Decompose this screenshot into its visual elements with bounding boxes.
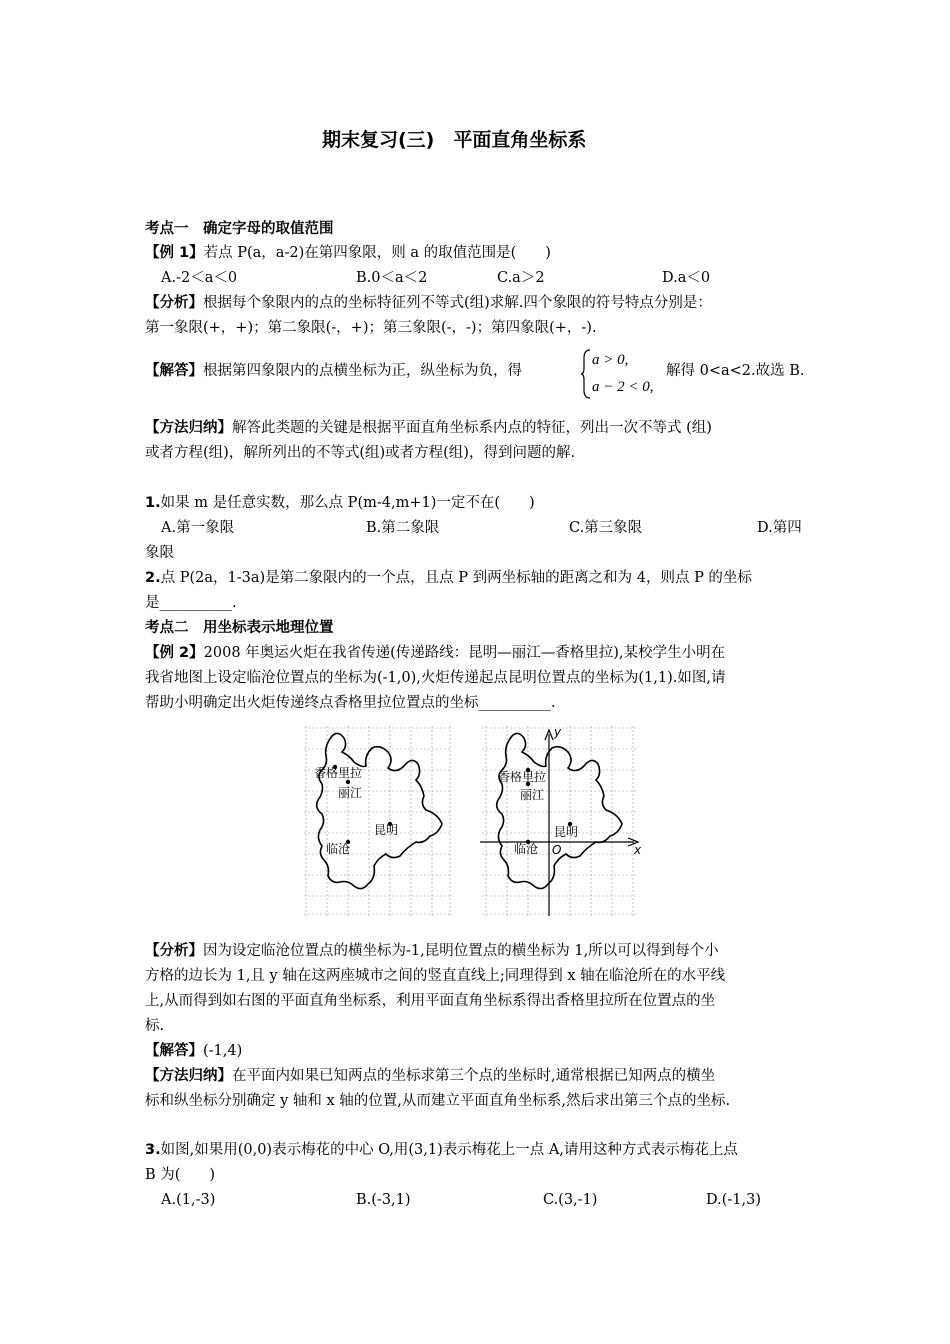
q1-option-d-wrap: 象限 — [145, 545, 174, 561]
q1-option-a: A.第一象限 — [161, 520, 235, 536]
method-2 — [145, 1066, 715, 1086]
yunnan-map-right — [478, 726, 648, 916]
answer-label: 【解答】 — [145, 1043, 203, 1059]
question-number: 2. — [145, 570, 161, 586]
method-line: 在平面内如果已知两点的坐标求第三个点的坐标时,通常根据已知两点的横坐 — [232, 1068, 716, 1084]
analysis-2-line4: 标. — [145, 1018, 165, 1034]
option-d: D.a＜0 — [662, 270, 711, 286]
q1-option-c: C.第三象限 — [569, 520, 643, 536]
label-lincang: 临沧 — [326, 842, 351, 856]
answer-2 — [145, 1041, 242, 1061]
section-heading-2: 考点二 用坐标表示地理位置 — [145, 620, 334, 636]
page-title: 期末复习(三) 平面直角坐标系 — [322, 129, 587, 151]
example-label: 【例 1】 — [145, 245, 204, 261]
analysis-label: 【分析】 — [145, 943, 203, 959]
option-a: A.-2＜a＜0 — [161, 270, 238, 286]
q3-option-d: D.(-1,3) — [706, 1192, 761, 1208]
example-2-line2: 我省地图上设定临沧位置点的坐标为(-1,0),火炬传递起点昆明位置点的坐标为(1,1).如图,请 — [145, 670, 726, 686]
example-2 — [145, 643, 725, 663]
analysis-label: 【分析】 — [145, 295, 203, 311]
q3-option-b: B.(-3,1) — [356, 1192, 411, 1208]
section-heading-1: 考点一 确定字母的取值范围 — [145, 221, 334, 237]
method-label: 【方法归纳】 — [145, 420, 232, 436]
yunnan-map-left — [304, 726, 454, 916]
analysis-line: 根据每个象限内的点的坐标特征列不等式(组)求解.四个象限的符号特点分别是： — [203, 295, 712, 311]
label-lijiang: 丽江 — [520, 788, 545, 802]
label-lincang: 临沧 — [514, 842, 539, 856]
method-2-line2: 标和纵坐标分别确定 y 轴和 x 轴的位置,从而建立平面直角坐标系,然后求出第三个点的坐标. — [145, 1093, 731, 1109]
example-label: 【例 2】 — [145, 645, 204, 661]
q1-option-b: B.第二象限 — [366, 520, 440, 536]
example-2-line3: 帮助小明确定出火炬传递终点香格里拉位置点的坐标__________. — [145, 695, 556, 711]
option-b: B.0＜a＜2 — [356, 270, 428, 286]
analysis-2-line3: 上,从而得到如右图的平面直角坐标系，利用平面直角坐标系得出香格里拉所在位置点的坐 — [145, 993, 716, 1009]
q2-line2: 是__________. — [145, 595, 237, 611]
method-1 — [145, 418, 712, 438]
option-c: C.a＞2 — [497, 270, 545, 286]
q3-line2: B 为( ) — [145, 1167, 216, 1183]
answer-text: 根据第四象限内的点横坐标为正，纵坐标为负，得 — [203, 363, 522, 379]
method-1-line2: 或者方程(组)，解所列出的不等式(组)或者方程(组)，得到问题的解. — [145, 445, 576, 461]
answer-1 — [145, 361, 522, 381]
label-x-axis: x — [634, 843, 642, 857]
question-text: 如果 m 是任意实数，那么点 P(m-4,m+1)一定不在( ) — [160, 495, 535, 511]
analysis-2 — [145, 941, 719, 961]
example-text: 2008 年奥运火炬在我省传递(传递路线：昆明—丽江—香格里拉),某校学生小明在 — [203, 645, 726, 661]
label-kunming: 昆明 — [554, 825, 579, 839]
label-kunming: 昆明 — [374, 823, 399, 837]
inequality-line-1: a > 0, — [592, 352, 629, 368]
label-origin: O — [552, 843, 562, 857]
question-2 — [145, 568, 752, 588]
answer-tail: 解得 0<a<2.故选 B. — [666, 363, 805, 379]
q3-option-a: A.(1,-3) — [161, 1192, 216, 1208]
answer-label: 【解答】 — [145, 363, 203, 379]
method-label: 【方法归纳】 — [145, 1068, 232, 1084]
inequality-line-2: a − 2 < 0, — [592, 379, 654, 395]
q1-option-d: D.第四 — [757, 520, 802, 536]
label-shangrila: 香格里拉 — [498, 770, 547, 784]
label-y-axis: y — [554, 726, 562, 739]
analysis-2-line2: 方格的边长为 1,且 y 轴在这两座城市之间的竖直直线上;同理得到 x 轴在临沧所在的水平线 — [145, 968, 726, 984]
method-line: 解答此类题的关键是根据平面直角坐标系内点的特征，列出一次不等式 (组) — [232, 420, 712, 436]
analysis-1-line2: 第一象限(+，+)；第二象限(-，+)；第三象限(-，-)；第四象限(+，-). — [145, 320, 597, 336]
answer-text: (-1,4) — [203, 1043, 243, 1059]
question-1 — [145, 493, 535, 513]
question-3 — [145, 1140, 738, 1160]
question-text: 点 P(2a，1-3a)是第二象限内的一个点，且点 P 到两坐标轴的距离之和为 4，则点 P 的坐标 — [160, 570, 752, 586]
question-number: 1. — [145, 495, 161, 511]
analysis-line: 因为设定临沧位置点的横坐标为-1,昆明位置点的横坐标为 1,所以可以得到每个小 — [203, 943, 719, 959]
label-shangrila: 香格里拉 — [314, 766, 363, 780]
question-number: 3. — [145, 1142, 161, 1158]
analysis-1 — [145, 293, 712, 313]
example-1 — [145, 243, 551, 263]
question-text: 如图,如果用(0,0)表示梅花的中心 O,用(3,1)表示梅花上一点 A,请用这种方式表示梅花上点 — [160, 1142, 738, 1158]
q3-option-c: C.(3,-1) — [543, 1192, 598, 1208]
inequality-brace — [580, 348, 592, 400]
example-text: 若点 P(a，a-2)在第四象限，则 a 的取值范围是( ) — [203, 245, 551, 261]
label-lijiang: 丽江 — [338, 786, 363, 800]
